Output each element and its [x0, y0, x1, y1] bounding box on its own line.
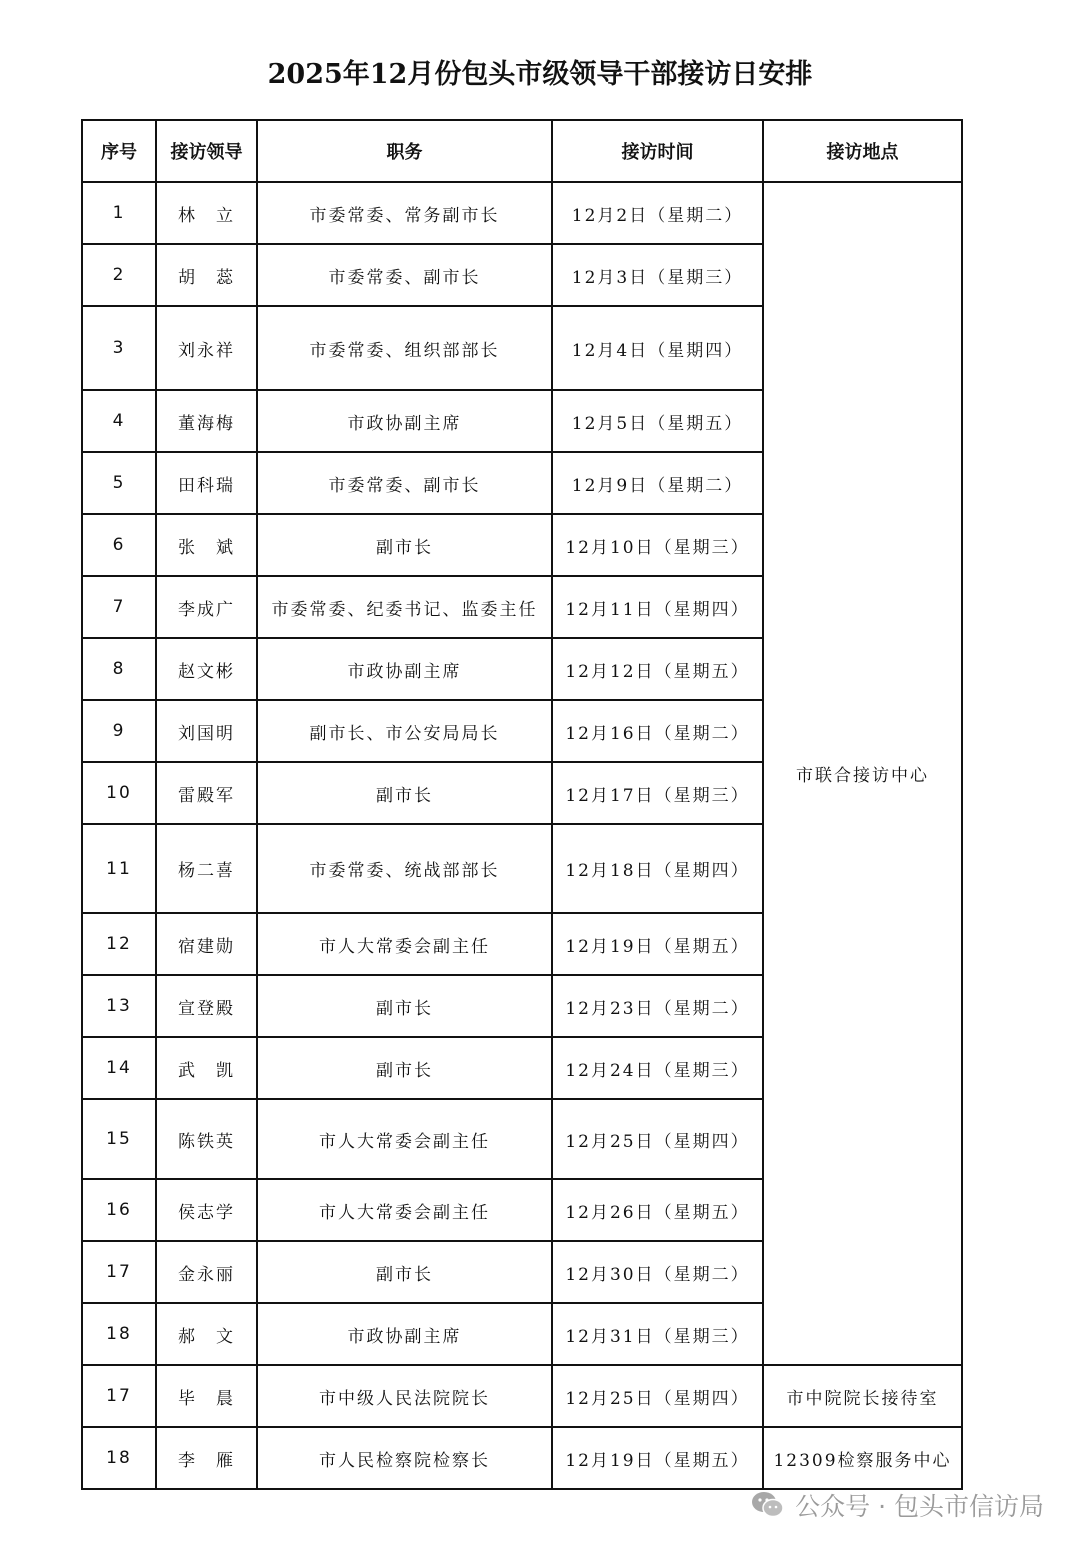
row-number: 3 [82, 306, 156, 390]
leader-name: 雷殿军 [156, 762, 257, 824]
leader-position: 市人大常委会副主任 [257, 1099, 552, 1179]
row-number: 11 [82, 824, 156, 913]
row-number: 18 [82, 1427, 156, 1489]
visit-time: 12月25日（星期四） [552, 1365, 763, 1427]
row-number: 6 [82, 514, 156, 576]
row-number: 8 [82, 638, 156, 700]
visit-time: 12月31日（星期三） [552, 1303, 763, 1365]
visit-time: 12月19日（星期五） [552, 1427, 763, 1489]
location-procuratorate: 12309检察服务中心 [763, 1427, 962, 1489]
leader-name: 武 凯 [156, 1037, 257, 1099]
leader-name: 毕 晨 [156, 1365, 257, 1427]
visit-time: 12月26日（星期五） [552, 1179, 763, 1241]
leader-position: 副市长、市公安局局长 [257, 700, 552, 762]
visit-time: 12月5日（星期五） [552, 390, 763, 452]
table-row [82, 182, 962, 244]
leader-name: 刘国明 [156, 700, 257, 762]
visit-time: 12月9日（星期二） [552, 452, 763, 514]
leader-name: 李成广 [156, 576, 257, 638]
visit-time: 12月23日（星期二） [552, 975, 763, 1037]
leader-position: 副市长 [257, 1241, 552, 1303]
row-number: 15 [82, 1099, 156, 1179]
leader-name: 胡 蕊 [156, 244, 257, 306]
row-number: 9 [82, 700, 156, 762]
page-title: 2025年12月份包头市级领导干部接访日安排 [267, 59, 813, 90]
leader-name: 杨二喜 [156, 824, 257, 913]
leader-position: 市人民检察院检察长 [257, 1427, 552, 1489]
header-row [82, 120, 962, 182]
row-number: 12 [82, 913, 156, 975]
row-number: 2 [82, 244, 156, 306]
leader-name: 金永丽 [156, 1241, 257, 1303]
leader-position: 副市长 [257, 762, 552, 824]
leader-name: 宿建勋 [156, 913, 257, 975]
leader-position: 市委常委、纪委书记、监委主任 [257, 576, 552, 638]
row-number: 18 [82, 1303, 156, 1365]
leader-position: 市人大常委会副主任 [257, 913, 552, 975]
leader-position: 副市长 [257, 514, 552, 576]
leader-name: 陈铁英 [156, 1099, 257, 1179]
visit-time: 12月2日（星期二） [552, 182, 763, 244]
header-location: 接访地点 [763, 120, 962, 182]
visit-time: 12月3日（星期三） [552, 244, 763, 306]
row-number: 10 [82, 762, 156, 824]
wechat-icon [751, 1491, 785, 1519]
leader-position: 市政协副主席 [257, 638, 552, 700]
visit-time: 12月25日（星期四） [552, 1099, 763, 1179]
table-row [82, 1365, 962, 1427]
location-merged: 市联合接访中心 [763, 182, 962, 1365]
watermark-text: 公众号 · 包头市信访局 [795, 1492, 1044, 1521]
table-row [82, 1427, 962, 1489]
row-number: 14 [82, 1037, 156, 1099]
leader-position: 市委常委、副市长 [257, 452, 552, 514]
leader-position: 副市长 [257, 1037, 552, 1099]
row-number: 16 [82, 1179, 156, 1241]
header-time: 接访时间 [552, 120, 763, 182]
leader-position: 市人大常委会副主任 [257, 1179, 552, 1241]
visit-time: 12月16日（星期二） [552, 700, 763, 762]
leader-name: 董海梅 [156, 390, 257, 452]
header-leader: 接访领导 [156, 120, 257, 182]
leader-name: 赵文彬 [156, 638, 257, 700]
leader-position: 市委常委、副市长 [257, 244, 552, 306]
header-position: 职务 [257, 120, 552, 182]
leader-position: 市政协副主席 [257, 1303, 552, 1365]
visit-time: 12月24日（星期三） [552, 1037, 763, 1099]
visit-time: 12月10日（星期三） [552, 514, 763, 576]
visit-time: 12月4日（星期四） [552, 306, 763, 390]
schedule-table [81, 119, 963, 1490]
leader-position: 市政协副主席 [257, 390, 552, 452]
leader-position: 副市长 [257, 975, 552, 1037]
location-court: 市中院院长接待室 [763, 1365, 962, 1427]
row-number: 17 [82, 1365, 156, 1427]
visit-time: 12月12日（星期五） [552, 638, 763, 700]
visit-time: 12月18日（星期四） [552, 824, 763, 913]
row-number: 17 [82, 1241, 156, 1303]
row-number: 7 [82, 576, 156, 638]
leader-name: 田科瑞 [156, 452, 257, 514]
row-number: 5 [82, 452, 156, 514]
leader-name: 张 斌 [156, 514, 257, 576]
leader-position: 市委常委、常务副市长 [257, 182, 552, 244]
leader-position: 市中级人民法院院长 [257, 1365, 552, 1427]
leader-position: 市委常委、组织部部长 [257, 306, 552, 390]
leader-name: 林 立 [156, 182, 257, 244]
leader-name: 侯志学 [156, 1179, 257, 1241]
visit-time: 12月19日（星期五） [552, 913, 763, 975]
visit-time: 12月30日（星期二） [552, 1241, 763, 1303]
leader-name: 郝 文 [156, 1303, 257, 1365]
row-number: 13 [82, 975, 156, 1037]
leader-position: 市委常委、统战部部长 [257, 824, 552, 913]
row-number: 1 [82, 182, 156, 244]
watermark [751, 1487, 1044, 1523]
header-no: 序号 [82, 120, 156, 182]
visit-time: 12月17日（星期三） [552, 762, 763, 824]
leader-name: 李 雁 [156, 1427, 257, 1489]
leader-name: 宣登殿 [156, 975, 257, 1037]
row-number: 4 [82, 390, 156, 452]
leader-name: 刘永祥 [156, 306, 257, 390]
visit-time: 12月11日（星期四） [552, 576, 763, 638]
